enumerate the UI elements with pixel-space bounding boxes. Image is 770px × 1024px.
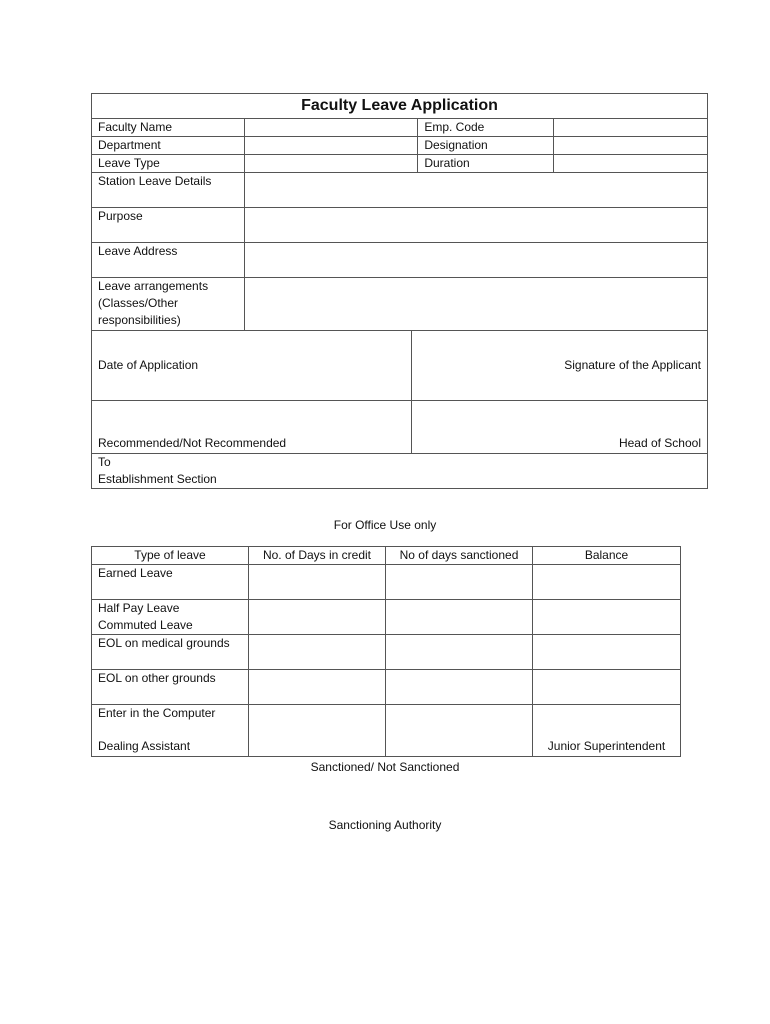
recommended-label: Recommended/Not Recommended xyxy=(92,401,412,454)
leave-arrangements-line1: Leave arrangements xyxy=(98,279,209,293)
half-pay-leave-label: Half Pay Leave xyxy=(98,601,180,615)
department-label: Department xyxy=(92,137,245,155)
establishment-label: Establishment Section xyxy=(98,472,217,486)
half-pay-commuted-cell xyxy=(92,600,249,635)
duration-field[interactable] xyxy=(553,155,707,173)
earned-leave-label: Earned Leave xyxy=(92,565,249,600)
leave-address-label: Leave Address xyxy=(92,243,245,278)
earned-sanctioned-field[interactable] xyxy=(386,565,533,600)
purpose-label: Purpose xyxy=(92,208,245,243)
eol-medical-balance-field[interactable] xyxy=(533,635,681,670)
col-type-of-leave: Type of leave xyxy=(92,547,249,565)
to-label: To xyxy=(98,455,111,469)
department-field[interactable] xyxy=(245,137,418,155)
col-days-sanctioned: No of days sanctioned xyxy=(386,547,533,565)
station-leave-label: Station Leave Details xyxy=(92,173,245,208)
junior-superintendent-label: Junior Superintendent xyxy=(533,705,681,757)
sanctioning-authority-label: Sanctioning Authority xyxy=(328,818,442,832)
head-of-school-label: Head of School xyxy=(412,401,708,454)
leave-arrangements-label xyxy=(92,278,245,331)
col-balance: Balance xyxy=(533,547,681,565)
faculty-name-label: Faculty Name xyxy=(92,119,245,137)
enter-credit-field[interactable] xyxy=(249,705,386,757)
designation-label: Designation xyxy=(418,137,553,155)
enter-computer-label: Enter in the Computer xyxy=(98,706,216,720)
date-of-application-label: Date of Application xyxy=(92,331,412,401)
dealing-assistant-label: Dealing Assistant xyxy=(98,739,191,753)
leave-arrangements-field[interactable] xyxy=(245,278,708,331)
station-leave-field[interactable] xyxy=(245,173,708,208)
office-use-heading: For Office Use only xyxy=(333,518,437,532)
enter-sanctioned-field[interactable] xyxy=(386,705,533,757)
duration-label: Duration xyxy=(418,155,553,173)
form-title: Faculty Leave Application xyxy=(92,94,708,119)
leave-type-label: Leave Type xyxy=(92,155,245,173)
eol-other-credit-field[interactable] xyxy=(249,670,386,705)
earned-balance-field[interactable] xyxy=(533,565,681,600)
col-days-in-credit: No. of Days in credit xyxy=(249,547,386,565)
earned-credit-field[interactable] xyxy=(249,565,386,600)
leave-arrangements-line2: (Classes/Other xyxy=(98,296,179,310)
enter-computer-cell xyxy=(92,705,249,757)
eol-other-sanctioned-field[interactable] xyxy=(386,670,533,705)
eol-other-label: EOL on other grounds xyxy=(92,670,249,705)
signature-label: Signature of the Applicant xyxy=(412,331,708,401)
faculty-name-field[interactable] xyxy=(245,119,418,137)
eol-medical-credit-field[interactable] xyxy=(249,635,386,670)
office-use-table xyxy=(91,546,681,757)
leave-application-form xyxy=(91,93,708,489)
sanctioned-label: Sanctioned/ Not Sanctioned xyxy=(310,760,460,774)
half-pay-balance-field[interactable] xyxy=(533,600,681,635)
emp-code-field[interactable] xyxy=(553,119,707,137)
designation-field[interactable] xyxy=(553,137,707,155)
leave-address-field[interactable] xyxy=(245,243,708,278)
purpose-field[interactable] xyxy=(245,208,708,243)
commuted-leave-label: Commuted Leave xyxy=(98,618,193,632)
half-pay-sanctioned-field[interactable] xyxy=(386,600,533,635)
eol-medical-label: EOL on medical grounds xyxy=(92,635,249,670)
leave-type-field[interactable] xyxy=(245,155,418,173)
half-pay-credit-field[interactable] xyxy=(249,600,386,635)
emp-code-label: Emp. Code xyxy=(418,119,553,137)
eol-other-balance-field[interactable] xyxy=(533,670,681,705)
eol-medical-sanctioned-field[interactable] xyxy=(386,635,533,670)
to-establishment-cell xyxy=(92,454,708,489)
leave-arrangements-line3: responsibilities) xyxy=(98,313,181,327)
